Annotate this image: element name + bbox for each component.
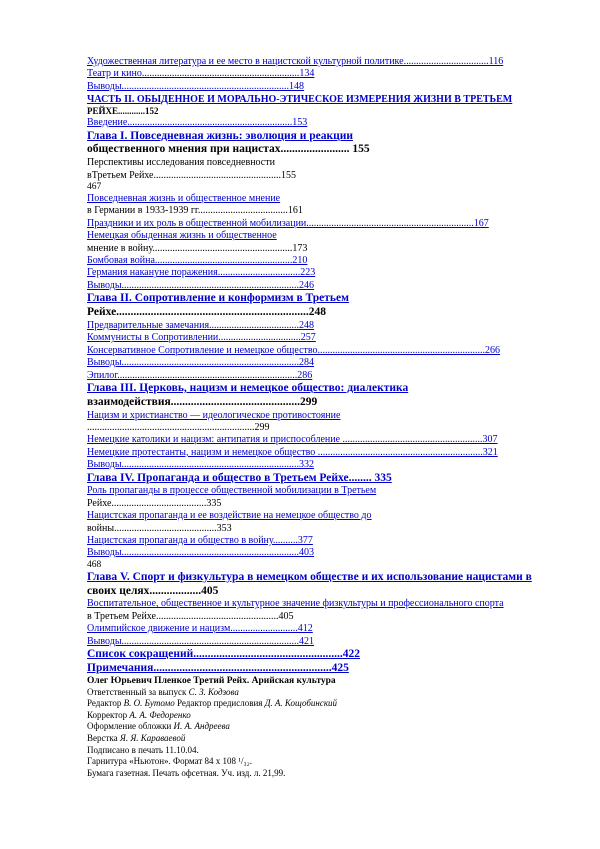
colophon-line: Гарнитура «Ньютон». Формат 84 х 108 ¹/₃₂. bbox=[87, 756, 253, 767]
colophon-label: Корректор bbox=[87, 709, 130, 720]
toc-link-conclusions-part1[interactable]: Выводы...................................................................148 bbox=[87, 80, 305, 92]
toc-link-nazism-christianity[interactable]: Нацизм и христианство — идеологическое противостояние bbox=[87, 409, 341, 421]
toc-link-ch5-conclusions[interactable]: Выводы.......................................................................421 bbox=[87, 635, 315, 647]
table-of-contents bbox=[87, 56, 557, 779]
colophon-name: С. З. Кодзова bbox=[188, 686, 239, 697]
colophon-name: А. А. Федоренко bbox=[129, 709, 191, 720]
colophon-line bbox=[87, 687, 557, 699]
toc-link-theatre-cinema[interactable]: Театр и кино...............................................................134 bbox=[87, 68, 315, 80]
toc-chapter1-page: общественного мнения при нацистах........................ 155 bbox=[87, 143, 370, 156]
toc-link-epilogue[interactable]: Эпилог........................................................................286 bbox=[87, 369, 313, 381]
toc-chapter5-page: своих целях..................405 bbox=[87, 584, 219, 597]
toc-ch1-item-perspectives: Перспективы исследования повседневности bbox=[87, 157, 275, 169]
colophon-line: Бумага газетная. Печать офсетная. Уч. изд. л. 21,99. bbox=[87, 767, 286, 778]
toc-part2-title[interactable]: ЧАСТЬ II. ОБЫДЕННОЕ И МОРАЛЬНО-ЭТИЧЕСКОЕ ИЗМЕРЕНИЯ ЖИЗНИ В ТРЕТЬЕМ bbox=[87, 94, 513, 106]
colophon-label: Верстка bbox=[87, 732, 120, 743]
toc-ch4-prewar-propaganda-page: войны.........................................353 bbox=[87, 522, 232, 534]
toc-link-ch1-conclusions[interactable]: Выводы.......................................................................246 bbox=[87, 279, 315, 291]
toc-link-abbreviations[interactable]: Список сокращений....................................................422 bbox=[87, 647, 360, 660]
toc-ch4-propaganda-role-page: Рейхе......................................335 bbox=[87, 497, 222, 509]
toc-link-bombing-war[interactable]: Бомбовая война.......................................................210 bbox=[87, 255, 308, 267]
toc-link-conservative-resistance[interactable]: Консервативное Сопротивление и немецкое общество...................................................................266 bbox=[87, 344, 501, 356]
colophon-name: Д. А. Кощобинский bbox=[264, 698, 338, 709]
toc-ch1-everyday-life-page: в Германии в 1933-1939 гг....................................161 bbox=[87, 205, 303, 217]
toc-part2-page: РЕЙХЕ............152 bbox=[87, 106, 159, 117]
colophon-line bbox=[87, 721, 557, 733]
toc-link-holidays[interactable]: Праздники и их роль в общественной мобилизации...................................................................167 bbox=[87, 217, 489, 229]
toc-link-eve-of-defeat[interactable]: Германия накануне поражения.................................223 bbox=[87, 267, 316, 279]
toc-link-catholics[interactable]: Немецкие католики и нацизм: антипатия и приспособление ........................................................307 bbox=[87, 434, 498, 446]
toc-link-prewar-propaganda[interactable]: Нацистская пропаганда и ее воздействие на немецкое общество до bbox=[87, 510, 372, 522]
toc-ch5-sport-value-page: в Третьем Рейхе.................................................405 bbox=[87, 610, 294, 622]
colophon bbox=[87, 676, 557, 780]
toc-link-literature[interactable]: Художественная литература и ее место в нацистской культурной политике..................................116 bbox=[87, 56, 504, 67]
colophon-label: Редактор bbox=[87, 698, 124, 709]
toc-link-wartime-life[interactable]: Немецкая обыденная жизнь и общественное bbox=[87, 230, 277, 242]
page-number-467: 467 bbox=[87, 182, 102, 193]
toc-ch1-wartime-life-page: мнение в войну........................................................173 bbox=[87, 242, 308, 254]
toc-link-intro[interactable]: Введение..................................................................153 bbox=[87, 117, 308, 129]
toc-chapter5-title[interactable]: Глава V. Спорт и физкультура в немецком обществе и их использование нацистами в bbox=[87, 570, 532, 583]
toc-link-ch3-conclusions[interactable]: Выводы.......................................................................332 bbox=[87, 459, 315, 471]
colophon-name: Я. Я. Караваевой bbox=[119, 732, 186, 743]
toc-chapter2-page: Рейхе...................................................................248 bbox=[87, 306, 327, 319]
toc-link-notes[interactable]: Примечания..............................................................425 bbox=[87, 661, 349, 674]
toc-chapter4-title[interactable]: Глава IV. Пропаганда и общество в Третьем Рейхе........ 335 bbox=[87, 471, 392, 484]
colophon-title: Олег Юрьевич Пленкое Третий Рейх. Арийская культура bbox=[87, 675, 336, 686]
toc-link-sport-value[interactable]: Воспитательное, общественное и культурное значение физкультуры и профессионального спорта bbox=[87, 598, 504, 610]
colophon-line bbox=[87, 698, 557, 710]
colophon-label: Редактор предисловия bbox=[174, 698, 265, 709]
colophon-line bbox=[87, 733, 557, 745]
toc-ch1-item-perspectives-page: вТретьем Рейхе...................................................155 bbox=[87, 169, 296, 181]
toc-chapter1-title[interactable]: Глава I. Повседневная жизнь: эволюция и реакции bbox=[87, 129, 354, 142]
colophon-line: Подписано в печать 11.10.04. bbox=[87, 744, 199, 755]
colophon-line bbox=[87, 710, 557, 722]
colophon-label: Ответственный за выпуск bbox=[87, 686, 189, 697]
page-number-468: 468 bbox=[87, 559, 102, 570]
toc-link-communists[interactable]: Коммунисты в Сопротивлении.................................257 bbox=[87, 332, 316, 344]
toc-link-preliminary-remarks[interactable]: Предварительные замечания....................................248 bbox=[87, 319, 315, 331]
colophon-label: Оформление обложки bbox=[87, 721, 174, 732]
toc-link-everyday-life[interactable]: Повседневная жизнь и общественное мнение bbox=[87, 193, 281, 205]
toc-chapter3-page: взаимодействия.............................................299 bbox=[87, 395, 318, 408]
toc-link-olympic[interactable]: Олимпийское движение и нацизм...........................412 bbox=[87, 623, 313, 635]
toc-link-ch2-conclusions[interactable]: Выводы.......................................................................284 bbox=[87, 357, 315, 369]
toc-link-wartime-propaganda[interactable]: Нацистская пропаганда и общество в войну..........377 bbox=[87, 534, 313, 546]
toc-chapter3-title[interactable]: Глава III. Церковь, нацизм и немецкое общество: диалектика bbox=[87, 381, 409, 394]
toc-ch3-nazism-christianity-page: ...................................................................299 bbox=[87, 421, 270, 433]
toc-link-propaganda-role[interactable]: Роль пропаганды в процессе общественной мобилизации в Третьем bbox=[87, 485, 377, 497]
toc-chapter2-title[interactable]: Глава II. Сопротивление и конформизм в Третьем bbox=[87, 292, 349, 305]
colophon-name: В. О. Бутомо bbox=[123, 698, 175, 709]
toc-link-ch4-conclusions[interactable]: Выводы.......................................................................403 bbox=[87, 547, 315, 559]
colophon-name: И. А. Андреева bbox=[173, 721, 230, 732]
toc-link-protestants[interactable]: Немецкие протестанты, нацизм и немецкое общество ..................................................................321 bbox=[87, 446, 498, 458]
